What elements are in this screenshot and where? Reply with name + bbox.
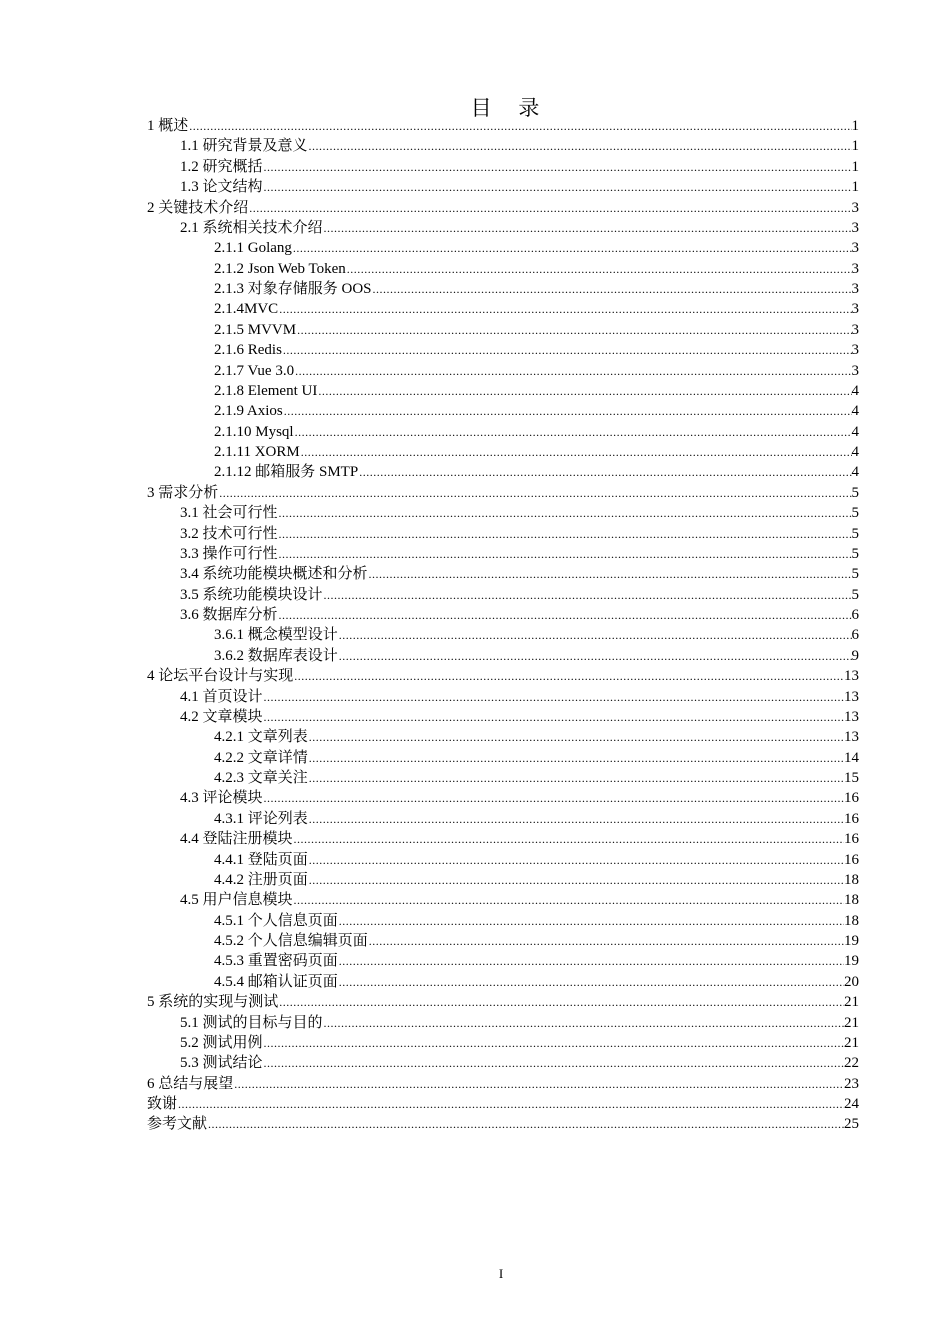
dot-leader (219, 483, 851, 503)
dot-leader (369, 931, 844, 951)
dot-leader (208, 1114, 844, 1134)
dot-leader (369, 564, 852, 584)
toc-entry[interactable] (147, 1074, 859, 1094)
dot-leader (309, 870, 844, 890)
toc-entry[interactable] (147, 462, 859, 482)
dot-leader (359, 462, 851, 482)
toc-entry[interactable] (147, 340, 859, 360)
toc-entry[interactable] (147, 1013, 859, 1033)
toc-entry-page: 15 (844, 770, 859, 786)
dot-leader (324, 1013, 844, 1033)
toc-entry-label: 4.1 首页设计 (180, 688, 263, 705)
dot-leader (339, 951, 844, 971)
toc-entry-label: 2.1 系统相关技术介绍 (180, 219, 323, 236)
dot-leader (178, 1094, 844, 1114)
toc-entry-page: 6 (851, 607, 859, 623)
toc-entry[interactable] (147, 116, 859, 136)
toc-entry-page: 4 (851, 423, 859, 440)
toc-entry[interactable] (147, 544, 859, 564)
dot-leader (279, 992, 844, 1012)
toc-entry-page: 4 (851, 444, 859, 460)
toc-entry-label: 2.1.6 Redis (214, 342, 282, 359)
toc-entry-label: 3.6 数据库分析 (180, 607, 278, 623)
dot-leader (264, 1053, 844, 1073)
toc-entry[interactable] (147, 503, 859, 523)
dot-leader (373, 279, 852, 299)
toc-entry-label: 5 系统的实现与测试 (147, 994, 279, 1011)
dot-leader (324, 218, 852, 238)
toc-entry[interactable] (147, 911, 859, 931)
toc-entry-page: 4 (851, 403, 859, 420)
toc-entry-label: 2.1.2 Json Web Token (214, 260, 346, 277)
toc-entry-page: 3 (851, 219, 859, 236)
toc-entry-page: 18 (844, 892, 859, 909)
toc-entry-page: 3 (851, 199, 859, 216)
toc-entry-page: 21 (844, 994, 859, 1011)
toc-entry[interactable] (147, 1114, 859, 1134)
toc-entry[interactable] (147, 585, 859, 605)
dot-leader (297, 320, 851, 340)
toc-entry[interactable] (147, 381, 859, 401)
toc-entry-page: 3 (851, 240, 859, 257)
toc-entry-label: 3 需求分析 (147, 484, 219, 501)
dot-leader (264, 707, 844, 727)
toc-entry-page: 3 (851, 260, 859, 277)
dot-leader (309, 748, 844, 768)
toc-entry-page: 16 (844, 851, 859, 868)
toc-entry-page: 20 (844, 973, 859, 990)
toc-entry[interactable] (147, 809, 859, 829)
toc-entry-label: 4.3.1 评论列表 (214, 810, 308, 827)
toc-entry-page: 1 (851, 179, 859, 196)
dot-leader (264, 157, 852, 177)
dot-leader (339, 972, 844, 992)
toc-entry-label: 3.2 技术可行性 (180, 525, 278, 542)
toc-entry-label: 4.4 登陆注册模块 (180, 831, 293, 848)
dot-leader (293, 238, 852, 258)
dot-leader (264, 177, 852, 197)
toc-entry-label: 致谢 (147, 1096, 178, 1112)
dot-leader (284, 401, 852, 421)
toc-entry[interactable] (147, 625, 859, 645)
dot-leader (339, 625, 852, 645)
toc-entry-page: 3 (851, 342, 859, 359)
dot-leader (339, 646, 852, 666)
table-of-contents (147, 116, 859, 1135)
toc-entry-page: 5 (851, 505, 859, 522)
toc-entry[interactable] (147, 992, 859, 1012)
toc-entry[interactable] (147, 422, 859, 442)
toc-entry-page: 21 (844, 1014, 859, 1031)
toc-entry-label: 2.1.8 Element UI (214, 382, 318, 399)
toc-entry[interactable] (147, 666, 859, 686)
toc-entry[interactable] (147, 931, 859, 951)
dot-leader (295, 422, 852, 442)
toc-entry-page: 4 (851, 382, 859, 399)
toc-entry-label: 6 总结与展望 (147, 1075, 234, 1092)
toc-entry-label: 4.4.1 登陆页面 (214, 851, 308, 868)
toc-entry-page: 13 (844, 668, 859, 685)
toc-entry-label: 2 关键技术介绍 (147, 199, 249, 216)
toc-entry[interactable] (147, 136, 859, 156)
toc-entry-page: 1 (851, 118, 859, 134)
toc-entry-label: 1.3 论文结构 (180, 179, 263, 196)
dot-leader (279, 544, 852, 564)
toc-entry[interactable] (147, 442, 859, 462)
toc-entry[interactable] (147, 605, 859, 625)
toc-entry-label: 2.1.11 XORM (214, 444, 300, 460)
toc-entry[interactable] (147, 401, 859, 421)
toc-entry-label: 1.2 研究概括 (180, 158, 263, 175)
dot-leader (279, 299, 851, 319)
toc-entry-label: 参考文献 (147, 1116, 208, 1133)
dot-leader (309, 768, 844, 788)
toc-entry-page: 13 (844, 688, 859, 705)
toc-entry-label: 2.1.5 MVVM (214, 321, 297, 338)
toc-entry-label: 2.1.4MVC (214, 301, 279, 318)
toc-entry-page: 3 (851, 281, 859, 297)
toc-entry-label: 4.5.3 重置密码页面 (214, 953, 338, 970)
dot-leader (279, 524, 852, 544)
toc-entry-page: 19 (844, 953, 859, 970)
toc-entry[interactable] (147, 177, 859, 197)
toc-entry[interactable] (147, 1094, 859, 1114)
toc-entry-page: 4 (851, 464, 859, 481)
toc-entry-page: 1 (851, 138, 859, 155)
page-number-footer: I (498, 1266, 504, 1281)
toc-entry-label: 4.2.2 文章详情 (214, 749, 308, 766)
toc-entry-page: 5 (851, 484, 859, 501)
toc-entry-page: 24 (844, 1096, 859, 1112)
toc-entry[interactable] (147, 870, 859, 890)
dot-leader (189, 116, 851, 136)
toc-entry-page: 22 (844, 1055, 859, 1072)
toc-entry-label: 4.2 文章模块 (180, 708, 263, 725)
toc-entry-label: 2.1.10 Mysql (214, 423, 294, 440)
dot-leader (234, 1074, 844, 1094)
toc-entry[interactable] (147, 1033, 859, 1053)
toc-entry-page: 18 (844, 871, 859, 888)
dot-leader (264, 1033, 844, 1053)
toc-entry[interactable] (147, 850, 859, 870)
toc-entry-label: 4.5.1 个人信息页面 (214, 912, 338, 929)
dot-leader (318, 381, 851, 401)
toc-entry[interactable] (147, 1053, 859, 1073)
toc-entry[interactable] (147, 361, 859, 381)
dot-leader (339, 911, 844, 931)
toc-entry-label: 4.5 用户信息模块 (180, 892, 293, 909)
dot-leader (249, 198, 851, 218)
dot-leader (309, 850, 844, 870)
dot-leader (309, 809, 844, 829)
toc-entry-page: 3 (851, 321, 859, 338)
toc-entry-page: 5 (851, 525, 859, 542)
toc-entry[interactable] (147, 238, 859, 258)
toc-entry-label: 4.4.2 注册页面 (214, 871, 308, 888)
toc-entry-page: 16 (844, 831, 859, 848)
toc-entry[interactable] (147, 299, 859, 319)
toc-entry-label: 3.3 操作可行性 (180, 545, 278, 562)
toc-entry-page: 21 (844, 1034, 859, 1051)
toc-entry-page: 16 (844, 810, 859, 827)
toc-entry[interactable] (147, 788, 859, 808)
toc-entry-label: 3.6.2 数据库表设计 (214, 647, 338, 664)
toc-entry-label: 4.2.1 文章列表 (214, 729, 308, 746)
toc-entry-page: 3 (851, 362, 859, 379)
toc-entry-label: 4.3 评论模块 (180, 790, 263, 807)
toc-entry[interactable] (147, 564, 859, 584)
toc-entry[interactable] (147, 259, 859, 279)
toc-entry-label: 2.1.7 Vue 3.0 (214, 362, 295, 379)
toc-entry-page: 16 (844, 790, 859, 807)
toc-entry-label: 1.1 研究背景及意义 (180, 138, 308, 155)
toc-entry-page: 25 (844, 1116, 859, 1133)
toc-entry[interactable] (147, 646, 859, 666)
toc-entry-label: 2.1.1 Golang (214, 240, 292, 257)
toc-entry-label: 4 论坛平台设计与实现 (147, 668, 294, 685)
toc-entry-label: 5.2 测试用例 (180, 1034, 263, 1051)
toc-entry-label: 3.1 社会可行性 (180, 505, 278, 522)
toc-entry[interactable] (147, 951, 859, 971)
toc-entry[interactable] (147, 768, 859, 788)
dot-leader (264, 788, 844, 808)
toc-entry-label: 5.3 测试结论 (180, 1055, 263, 1072)
dot-leader (347, 259, 852, 279)
toc-entry[interactable] (147, 198, 859, 218)
dot-leader (294, 829, 844, 849)
dot-leader (324, 585, 852, 605)
toc-entry-page: 5 (851, 586, 859, 603)
dot-leader (279, 605, 852, 625)
dot-leader (294, 666, 844, 686)
toc-entry[interactable] (147, 748, 859, 768)
dot-leader (309, 727, 844, 747)
dot-leader (279, 503, 852, 523)
toc-entry-label: 2.1.3 对象存储服务 OOS (214, 281, 372, 297)
toc-entry-label: 3.5 系统功能模块设计 (180, 586, 323, 603)
dot-leader (264, 687, 844, 707)
toc-entry-page: 3 (851, 301, 859, 318)
toc-entry-label: 2.1.9 Axios (214, 403, 283, 420)
toc-entry[interactable] (147, 524, 859, 544)
toc-title: 目 录 (470, 96, 550, 120)
toc-entry-label: 4.5.4 邮箱认证页面 (214, 973, 338, 990)
toc-entry-page: 13 (844, 708, 859, 725)
toc-entry-page: 18 (844, 912, 859, 929)
toc-entry[interactable] (147, 707, 859, 727)
toc-entry-label: 3.4 系统功能模块概述和分析 (180, 566, 368, 583)
toc-entry-page: 19 (844, 933, 859, 949)
toc-entry[interactable] (147, 727, 859, 747)
toc-entry-page: 5 (851, 566, 859, 583)
dot-leader (295, 361, 851, 381)
toc-entry[interactable] (147, 483, 859, 503)
toc-entry-label: 5.1 测试的目标与目的 (180, 1014, 323, 1031)
toc-entry-label: 1 概述 (147, 118, 189, 134)
toc-entry[interactable] (147, 687, 859, 707)
toc-entry-label: 2.1.12 邮箱服务 SMTP (214, 464, 359, 481)
dot-leader (294, 890, 844, 910)
toc-entry[interactable] (147, 829, 859, 849)
toc-entry[interactable] (147, 157, 859, 177)
dot-leader (301, 442, 852, 462)
toc-entry-page: 9 (851, 647, 859, 664)
toc-entry[interactable] (147, 890, 859, 910)
toc-entry[interactable] (147, 320, 859, 340)
toc-entry[interactable] (147, 279, 859, 299)
toc-entry-page: 1 (851, 158, 859, 175)
toc-entry-label: 4.2.3 文章关注 (214, 770, 308, 786)
toc-entry-page: 6 (851, 627, 859, 644)
dot-leader (309, 136, 852, 156)
toc-entry[interactable] (147, 218, 859, 238)
toc-entry-label: 4.5.2 个人信息编辑页面 (214, 933, 368, 949)
toc-entry-page: 5 (851, 545, 859, 562)
toc-entry[interactable] (147, 972, 859, 992)
toc-entry-page: 13 (844, 729, 859, 746)
dot-leader (283, 340, 852, 360)
toc-entry-label: 3.6.1 概念模型设计 (214, 627, 338, 644)
toc-entry-page: 23 (844, 1075, 859, 1092)
toc-entry-page: 14 (844, 749, 859, 766)
